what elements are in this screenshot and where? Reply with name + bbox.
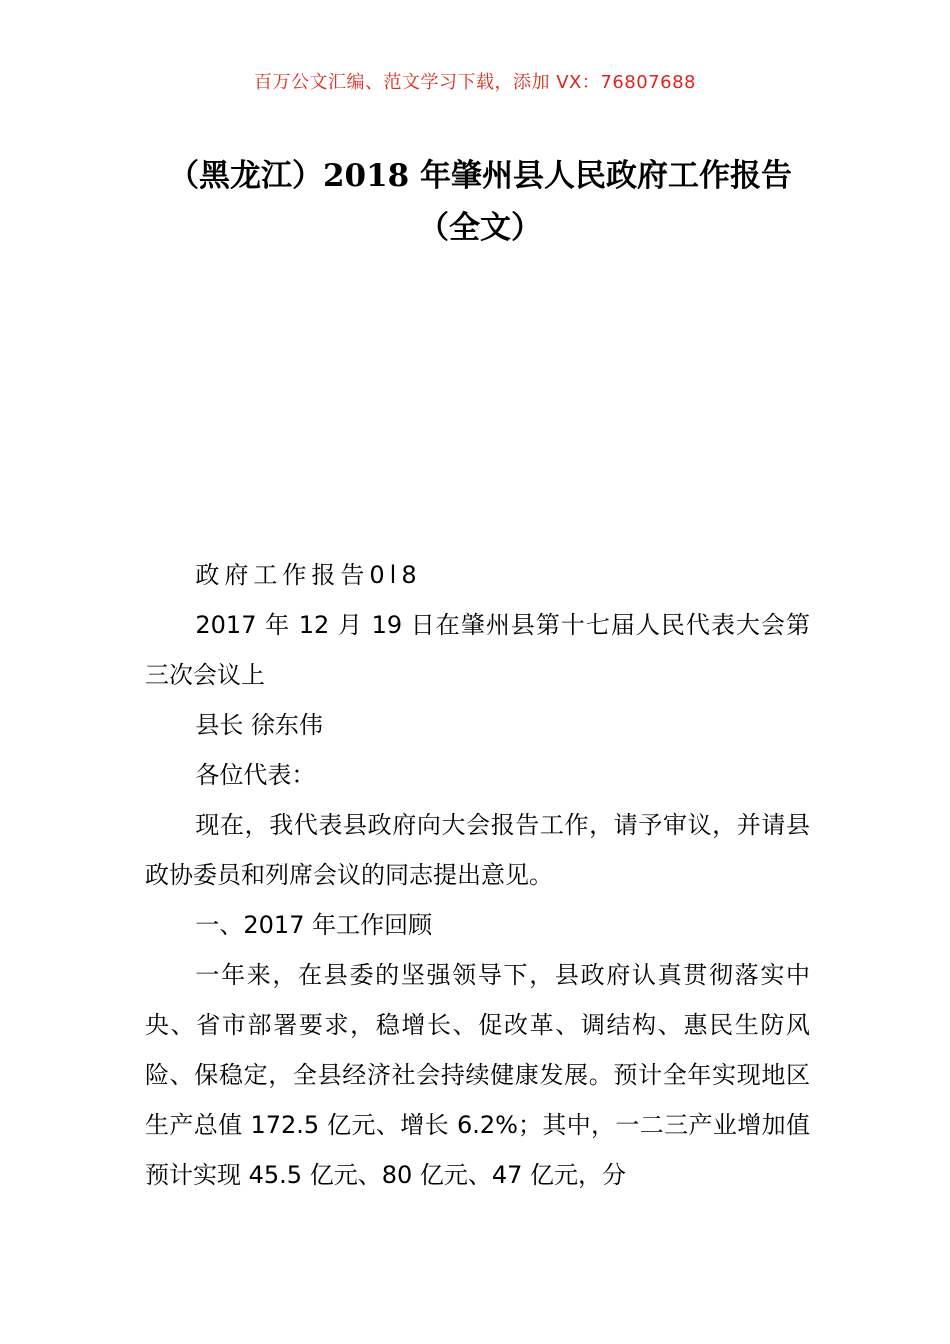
- section-heading: 一、2017 年工作回顾: [195, 911, 433, 939]
- document-body: [145, 550, 810, 1200]
- document-title: （黑龙江）2018 年肇州县人民政府工作报告（全文）: [167, 158, 793, 246]
- review-paragraph: 一年来，在县委的坚强领导下，县政府认真贯彻落实中央、省市部署要求，稳增长、促改革、调结构、惠民生防风险、保稳定，全县经济社会持续健康发展。预计全年实现地区生产总值 172.5 亿元、增长 6.2%；其中，一二三产业增加值预计实现 45.5 亿元、80 亿元、47 亿元，分: [145, 961, 810, 1189]
- speaker-line: 县长 徐东伟: [195, 711, 324, 739]
- watermark-text: 百万公文汇编、范文学习下载，添加 VX：76807688: [254, 72, 696, 93]
- report-heading: 政府工作报告0l8: [195, 561, 422, 589]
- salutation: 各位代表：: [195, 761, 316, 789]
- intro-paragraph: 现在，我代表县政府向大会报告工作，请予审议，并请县政协委员和列席会议的同志提出意见。: [145, 811, 810, 889]
- meeting-line: 2017 年 12 月 19 日在肇州县第十七届人民代表大会第三次会议上: [145, 611, 810, 689]
